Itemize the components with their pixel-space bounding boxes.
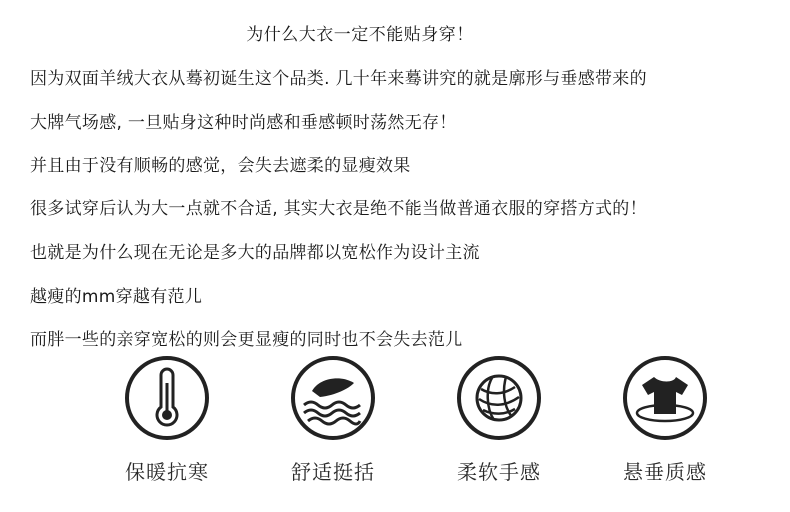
paragraph-line: 因为双面羊绒大衣从蓦初诞生这个品类. 几十年来蓦讲究的就是廓形与垂感带来的 xyxy=(30,69,647,89)
feature-icons-row xyxy=(0,355,790,512)
paragraph-line: 大牌气场感, 一旦贴身这种时尚感和垂感顿时荡然无存！ xyxy=(30,113,457,133)
paragraph-line: 而胖一些的亲穿宽松的则会更显瘦的同时也不会失去范儿 xyxy=(30,330,463,350)
feather-waves-icon xyxy=(263,355,403,441)
tshirt-orbit-icon xyxy=(595,355,735,441)
feature-label: 悬垂质感 xyxy=(623,460,707,484)
page-title: 为什么大衣一定不能贴身穿！ xyxy=(246,25,474,45)
feature-softness xyxy=(429,355,569,485)
feature-drape xyxy=(595,355,735,485)
paragraph-line: 很多试穿后认为大一点就不合适, 其实大衣是绝不能当做普通衣服的穿搭方式的！ xyxy=(30,199,647,219)
feature-label: 舒适挺括 xyxy=(291,460,375,484)
paragraph-line: 越瘦的mm穿越有范儿 xyxy=(30,287,203,307)
thermometer-icon xyxy=(97,355,237,441)
feature-warmth xyxy=(97,355,237,485)
paragraph-line: 也就是为什么现在无论是多大的品牌都以宽松作为设计主流 xyxy=(30,243,480,263)
paragraph-line: 并且由于没有顺畅的感觉，会失去遮柔的显瘦效果 xyxy=(30,156,411,176)
yarn-ball-icon xyxy=(429,355,569,441)
feature-label: 保暖抗寒 xyxy=(125,460,209,484)
feature-comfort xyxy=(263,355,403,485)
feature-label: 柔软手感 xyxy=(457,460,541,484)
